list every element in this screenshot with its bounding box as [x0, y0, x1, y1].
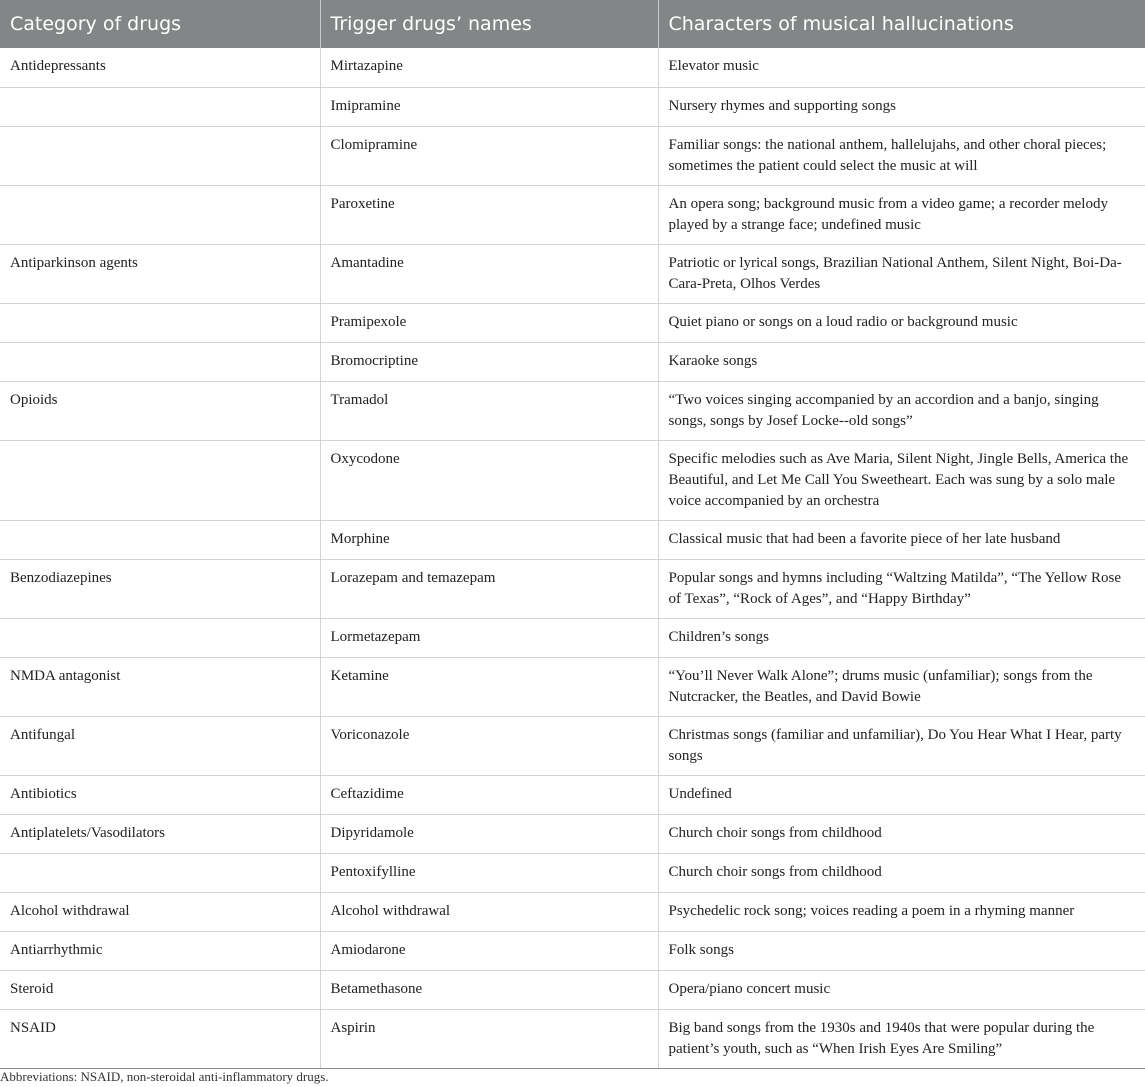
table-row: [0, 244, 1145, 303]
table-row: [0, 303, 1145, 342]
drug-cell: Betamethasone: [320, 970, 658, 1009]
character-cell: Big band songs from the 1930s and 1940s that were popular during the patient’s youth, such as “When Irish Eyes Are Smiling”: [658, 1009, 1145, 1068]
drug-cell: Ketamine: [320, 657, 658, 716]
category-cell: NMDA antagonist: [0, 657, 320, 716]
drug-cell: Clomipramine: [320, 126, 658, 185]
character-cell: Familiar songs: the national anthem, hallelujahs, and other choral pieces; sometimes the patient could select the music at will: [658, 126, 1145, 185]
character-cell: Nursery rhymes and supporting songs: [658, 87, 1145, 126]
category-cell: [0, 342, 320, 381]
character-cell: Opera/piano concert music: [658, 970, 1145, 1009]
drug-cell: Paroxetine: [320, 185, 658, 244]
drug-cell: Bromocriptine: [320, 342, 658, 381]
table-row: [0, 87, 1145, 126]
character-cell: Elevator music: [658, 48, 1145, 87]
category-cell: Antiplatelets/Vasodilators: [0, 814, 320, 853]
header-trigger-drugs: Trigger drugs’ names: [320, 0, 658, 48]
category-cell: Alcohol withdrawal: [0, 892, 320, 931]
character-cell: An opera song; background music from a video game; a recorder melody played by a strange face; undefined music: [658, 185, 1145, 244]
table-row: [0, 657, 1145, 716]
table-header: [0, 0, 1145, 48]
table-row: [0, 559, 1145, 618]
table-row: [0, 931, 1145, 970]
drug-cell: Pentoxifylline: [320, 853, 658, 892]
table-row: [0, 520, 1145, 559]
table-body: [0, 48, 1145, 1068]
category-cell: [0, 185, 320, 244]
table-row: [0, 342, 1145, 381]
drug-cell: Morphine: [320, 520, 658, 559]
table-row: [0, 48, 1145, 87]
category-cell: Antibiotics: [0, 775, 320, 814]
drug-cell: Lorazepam and temazepam: [320, 559, 658, 618]
drug-cell: Voriconazole: [320, 716, 658, 775]
table-row: [0, 892, 1145, 931]
category-cell: Antiarrhythmic: [0, 931, 320, 970]
drug-cell: Amiodarone: [320, 931, 658, 970]
table-row: [0, 440, 1145, 520]
category-cell: Antifungal: [0, 716, 320, 775]
category-cell: [0, 87, 320, 126]
category-cell: Steroid: [0, 970, 320, 1009]
drug-cell: Lormetazepam: [320, 618, 658, 657]
category-cell: [0, 440, 320, 520]
character-cell: Popular songs and hymns including “Waltzing Matilda”, “The Yellow Rose of Texas”, “Rock of Ages”, and “Happy Birthday”: [658, 559, 1145, 618]
character-cell: Christmas songs (familiar and unfamiliar), Do You Hear What I Hear, party songs: [658, 716, 1145, 775]
table-row: [0, 185, 1145, 244]
table-row: [0, 853, 1145, 892]
character-cell: Classical music that had been a favorite piece of her late husband: [658, 520, 1145, 559]
category-cell: Benzodiazepines: [0, 559, 320, 618]
category-cell: [0, 303, 320, 342]
drug-cell: Ceftazidime: [320, 775, 658, 814]
drug-cell: Oxycodone: [320, 440, 658, 520]
drug-cell: Pramipexole: [320, 303, 658, 342]
character-cell: Psychedelic rock song; voices reading a poem in a rhyming manner: [658, 892, 1145, 931]
table-row: [0, 618, 1145, 657]
drug-cell: Alcohol withdrawal: [320, 892, 658, 931]
drug-cell: Dipyridamole: [320, 814, 658, 853]
drug-cell: Tramadol: [320, 381, 658, 440]
category-cell: [0, 853, 320, 892]
table-row: [0, 814, 1145, 853]
character-cell: Children’s songs: [658, 618, 1145, 657]
table-header-row: [0, 0, 1145, 48]
table-row: [0, 381, 1145, 440]
character-cell: Undefined: [658, 775, 1145, 814]
category-cell: [0, 618, 320, 657]
character-cell: “You’ll Never Walk Alone”; drums music (unfamiliar); songs from the Nutcracker, the Beatles, and David Bowie: [658, 657, 1145, 716]
table-row: [0, 126, 1145, 185]
drug-cell: Aspirin: [320, 1009, 658, 1068]
table-row: [0, 716, 1145, 775]
character-cell: Church choir songs from childhood: [658, 853, 1145, 892]
character-cell: Church choir songs from childhood: [658, 814, 1145, 853]
category-cell: [0, 126, 320, 185]
category-cell: Opioids: [0, 381, 320, 440]
table-row: [0, 1009, 1145, 1068]
category-cell: NSAID: [0, 1009, 320, 1068]
character-cell: Karaoke songs: [658, 342, 1145, 381]
drug-cell: Amantadine: [320, 244, 658, 303]
character-cell: Quiet piano or songs on a loud radio or background music: [658, 303, 1145, 342]
drug-cell: Mirtazapine: [320, 48, 658, 87]
character-cell: Specific melodies such as Ave Maria, Silent Night, Jingle Bells, America the Beautiful, and Let Me Call You Sweetheart. Each was sung by a solo male voice accompanied by an orchestra: [658, 440, 1145, 520]
header-characters: Characters of musical hallucinations: [658, 0, 1145, 48]
character-cell: Patriotic or lyrical songs, Brazilian National Anthem, Silent Night, Boi-Da-Cara-Preta, Olhos Verdes: [658, 244, 1145, 303]
header-category: Category of drugs: [0, 0, 320, 48]
drug-cell: Imipramine: [320, 87, 658, 126]
character-cell: Folk songs: [658, 931, 1145, 970]
table-row: [0, 775, 1145, 814]
category-cell: Antiparkinson agents: [0, 244, 320, 303]
category-cell: [0, 520, 320, 559]
category-cell: Antidepressants: [0, 48, 320, 87]
table-row: [0, 970, 1145, 1009]
abbreviations-footnote: Abbreviations: NSAID, non-steroidal anti-inflammatory drugs.: [0, 1069, 329, 1084]
character-cell: “Two voices singing accompanied by an accordion and a banjo, singing songs, songs by Josef Locke--old songs”: [658, 381, 1145, 440]
